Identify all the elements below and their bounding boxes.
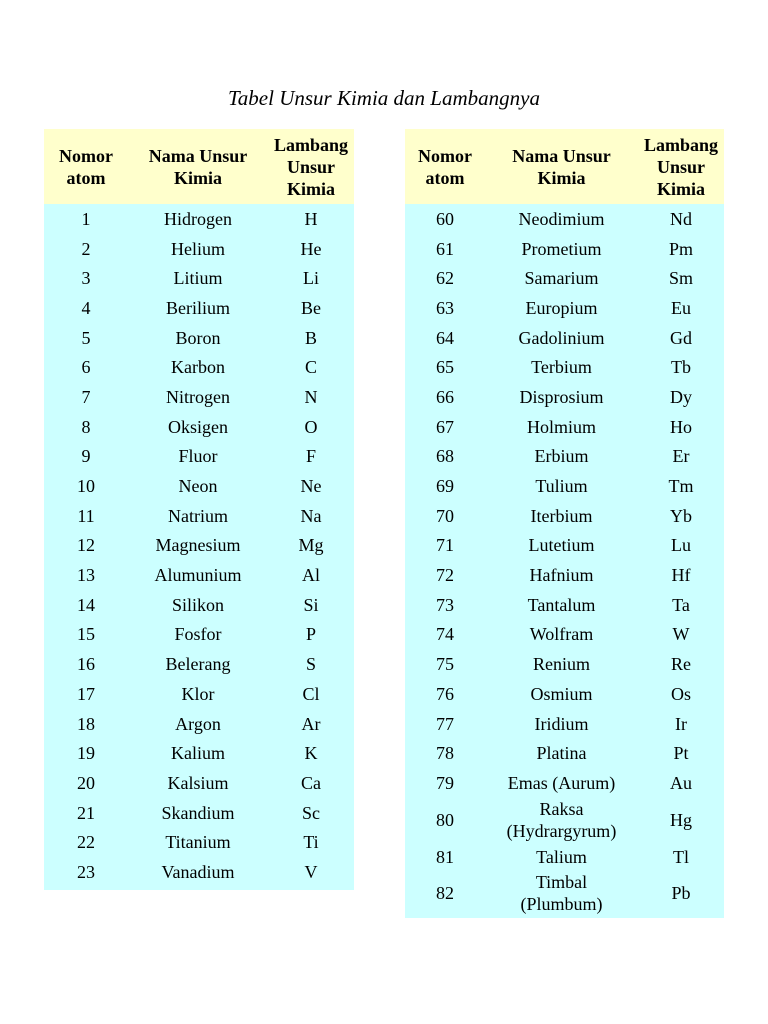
table-row: [44, 234, 354, 264]
element-name: Tantalum: [485, 590, 638, 620]
table-row: [44, 649, 354, 679]
element-symbol: B: [268, 323, 354, 353]
table-row: [44, 412, 354, 442]
element-name: Timbal (Plumbum): [485, 871, 638, 918]
element-name: Gadolinium: [485, 323, 638, 353]
header-element-symbol: Lambang Unsur Kimia: [268, 129, 354, 204]
element-name: Samarium: [485, 263, 638, 293]
element-name: Hafnium: [485, 560, 638, 590]
atomic-number: 62: [405, 263, 485, 293]
table-row: [405, 501, 724, 531]
atomic-number: 81: [405, 842, 485, 872]
element-name: Oksigen: [128, 412, 268, 442]
element-name: Nitrogen: [128, 382, 268, 412]
atomic-number: 67: [405, 412, 485, 442]
element-name: Belerang: [128, 649, 268, 679]
element-name: Litium: [128, 263, 268, 293]
atomic-number: 61: [405, 234, 485, 264]
table-row: [44, 590, 354, 620]
element-name: Neodimium: [485, 204, 638, 234]
table-row: [405, 679, 724, 709]
atomic-number: 4: [44, 293, 128, 323]
table-row: [44, 471, 354, 501]
table-row: [405, 412, 724, 442]
table-row: [44, 352, 354, 382]
element-symbol: F: [268, 442, 354, 472]
element-name: Argon: [128, 709, 268, 739]
element-symbol: Hg: [638, 798, 724, 842]
atomic-number: 71: [405, 531, 485, 561]
element-table-right: [405, 129, 724, 918]
element-symbol: Cl: [268, 679, 354, 709]
atomic-number: 17: [44, 679, 128, 709]
element-symbol: O: [268, 412, 354, 442]
element-name: Silikon: [128, 590, 268, 620]
atomic-number: 14: [44, 590, 128, 620]
element-symbol: Ir: [638, 709, 724, 739]
element-symbol: Lu: [638, 531, 724, 561]
element-name: Lutetium: [485, 531, 638, 561]
element-name: Tulium: [485, 471, 638, 501]
element-name: Magnesium: [128, 531, 268, 561]
element-symbol: Al: [268, 560, 354, 590]
element-symbol: Ca: [268, 768, 354, 798]
element-name: Boron: [128, 323, 268, 353]
table-body-left: [44, 204, 354, 890]
element-name: Terbium: [485, 352, 638, 382]
atomic-number: 16: [44, 649, 128, 679]
element-name: Erbium: [485, 442, 638, 472]
table-row: [405, 234, 724, 264]
element-symbol: Pb: [638, 871, 724, 918]
table-row: [44, 768, 354, 798]
element-symbol: Yb: [638, 501, 724, 531]
table-row: [44, 531, 354, 561]
element-symbol: Nd: [638, 204, 724, 234]
element-name: Helium: [128, 234, 268, 264]
table-row: [44, 620, 354, 650]
page-title: Tabel Unsur Kimia dan Lambangnya: [228, 86, 540, 110]
element-symbol: Re: [638, 649, 724, 679]
element-symbol: P: [268, 620, 354, 650]
table-row: [44, 293, 354, 323]
element-symbol: C: [268, 352, 354, 382]
element-name: Neon: [128, 471, 268, 501]
element-name: Disprosium: [485, 382, 638, 412]
element-name: Titanium: [128, 827, 268, 857]
table-row: [405, 768, 724, 798]
atomic-number: 18: [44, 709, 128, 739]
table-row: [405, 871, 724, 918]
element-symbol: Ta: [638, 590, 724, 620]
element-name: Emas (Aurum): [485, 768, 638, 798]
table-row: [44, 501, 354, 531]
atomic-number: 80: [405, 798, 485, 842]
element-symbol: Sc: [268, 798, 354, 828]
table-row: [405, 842, 724, 872]
element-name: Kalium: [128, 738, 268, 768]
element-name: Iterbium: [485, 501, 638, 531]
element-symbol: H: [268, 204, 354, 234]
atomic-number: 73: [405, 590, 485, 620]
element-name: Raksa (Hydrargyrum): [485, 798, 638, 842]
atomic-number: 1: [44, 204, 128, 234]
element-name: Kalsium: [128, 768, 268, 798]
atomic-number: 7: [44, 382, 128, 412]
table-row: [405, 560, 724, 590]
element-name: Holmium: [485, 412, 638, 442]
header-atomic-number: Nomor atom: [405, 129, 485, 204]
element-symbol: Pm: [638, 234, 724, 264]
table-row: [44, 263, 354, 293]
table-row: [44, 857, 354, 890]
element-symbol: Ar: [268, 709, 354, 739]
element-name: Fosfor: [128, 620, 268, 650]
element-name: Talium: [485, 842, 638, 872]
element-table-left: [44, 129, 354, 890]
element-symbol: Pt: [638, 738, 724, 768]
table-row: [44, 738, 354, 768]
atomic-number: 6: [44, 352, 128, 382]
element-name: Natrium: [128, 501, 268, 531]
table-row: [405, 620, 724, 650]
atomic-number: 74: [405, 620, 485, 650]
element-name: Skandium: [128, 798, 268, 828]
element-name: Europium: [485, 293, 638, 323]
atomic-number: 3: [44, 263, 128, 293]
element-name: Renium: [485, 649, 638, 679]
table-row: [405, 442, 724, 472]
atomic-number: 2: [44, 234, 128, 264]
atomic-number: 13: [44, 560, 128, 590]
element-name: Osmium: [485, 679, 638, 709]
table-row: [44, 560, 354, 590]
atomic-number: 12: [44, 531, 128, 561]
atomic-number: 78: [405, 738, 485, 768]
atomic-number: 66: [405, 382, 485, 412]
table-row: [44, 798, 354, 828]
element-symbol: Tl: [638, 842, 724, 872]
element-symbol: Gd: [638, 323, 724, 353]
table-row: [405, 798, 724, 842]
atomic-number: 65: [405, 352, 485, 382]
element-symbol: Er: [638, 442, 724, 472]
atomic-number: 15: [44, 620, 128, 650]
atomic-number: 22: [44, 827, 128, 857]
element-symbol: Sm: [638, 263, 724, 293]
atomic-number: 5: [44, 323, 128, 353]
element-name: Berilium: [128, 293, 268, 323]
table-row: [405, 323, 724, 353]
element-name: Alumunium: [128, 560, 268, 590]
element-name: Vanadium: [128, 857, 268, 890]
table-row: [405, 382, 724, 412]
table-row: [405, 204, 724, 234]
table-header-row: [405, 129, 724, 204]
table-row: [44, 204, 354, 234]
table-row: [405, 263, 724, 293]
element-symbol: W: [638, 620, 724, 650]
element-symbol: N: [268, 382, 354, 412]
table-row: [44, 442, 354, 472]
element-symbol: Mg: [268, 531, 354, 561]
table-row: [405, 531, 724, 561]
header-atomic-number: Nomor atom: [44, 129, 128, 204]
atomic-number: 10: [44, 471, 128, 501]
atomic-number: 70: [405, 501, 485, 531]
table-row: [405, 293, 724, 323]
element-name: Karbon: [128, 352, 268, 382]
element-symbol: V: [268, 857, 354, 890]
element-symbol: Tb: [638, 352, 724, 382]
element-name: Prometium: [485, 234, 638, 264]
atomic-number: 60: [405, 204, 485, 234]
header-element-symbol: Lambang Unsur Kimia: [638, 129, 724, 204]
atomic-number: 69: [405, 471, 485, 501]
atomic-number: 23: [44, 857, 128, 890]
table-row: [405, 352, 724, 382]
atomic-number: 72: [405, 560, 485, 590]
element-symbol: Ne: [268, 471, 354, 501]
element-symbol: Dy: [638, 382, 724, 412]
table-header-row: [44, 129, 354, 204]
atomic-number: 76: [405, 679, 485, 709]
atomic-number: 20: [44, 768, 128, 798]
table-row: [405, 649, 724, 679]
element-name: Klor: [128, 679, 268, 709]
atomic-number: 63: [405, 293, 485, 323]
table-row: [44, 382, 354, 412]
table-row: [44, 827, 354, 857]
header-element-name: Nama Unsur Kimia: [128, 129, 268, 204]
atomic-number: 64: [405, 323, 485, 353]
table-row: [44, 323, 354, 353]
atomic-number: 9: [44, 442, 128, 472]
atomic-number: 19: [44, 738, 128, 768]
element-symbol: Tm: [638, 471, 724, 501]
table-row: [405, 471, 724, 501]
atomic-number: 75: [405, 649, 485, 679]
atomic-number: 8: [44, 412, 128, 442]
element-name: Iridium: [485, 709, 638, 739]
atomic-number: 68: [405, 442, 485, 472]
element-name: Wolfram: [485, 620, 638, 650]
element-symbol: Au: [638, 768, 724, 798]
header-element-name: Nama Unsur Kimia: [485, 129, 638, 204]
element-name: Hidrogen: [128, 204, 268, 234]
atomic-number: 77: [405, 709, 485, 739]
element-symbol: Be: [268, 293, 354, 323]
element-symbol: K: [268, 738, 354, 768]
element-symbol: He: [268, 234, 354, 264]
table-row: [405, 590, 724, 620]
element-name: Platina: [485, 738, 638, 768]
atomic-number: 82: [405, 871, 485, 918]
table-body-right: [405, 204, 724, 918]
element-symbol: Eu: [638, 293, 724, 323]
element-symbol: Li: [268, 263, 354, 293]
table-row: [405, 709, 724, 739]
atomic-number: 11: [44, 501, 128, 531]
element-symbol: Os: [638, 679, 724, 709]
atomic-number: 79: [405, 768, 485, 798]
table-row: [44, 709, 354, 739]
element-symbol: Ti: [268, 827, 354, 857]
table-row: [405, 738, 724, 768]
atomic-number: 21: [44, 798, 128, 828]
element-name: Fluor: [128, 442, 268, 472]
table-row: [44, 679, 354, 709]
element-symbol: Si: [268, 590, 354, 620]
element-symbol: Na: [268, 501, 354, 531]
element-symbol: S: [268, 649, 354, 679]
element-symbol: Hf: [638, 560, 724, 590]
element-symbol: Ho: [638, 412, 724, 442]
